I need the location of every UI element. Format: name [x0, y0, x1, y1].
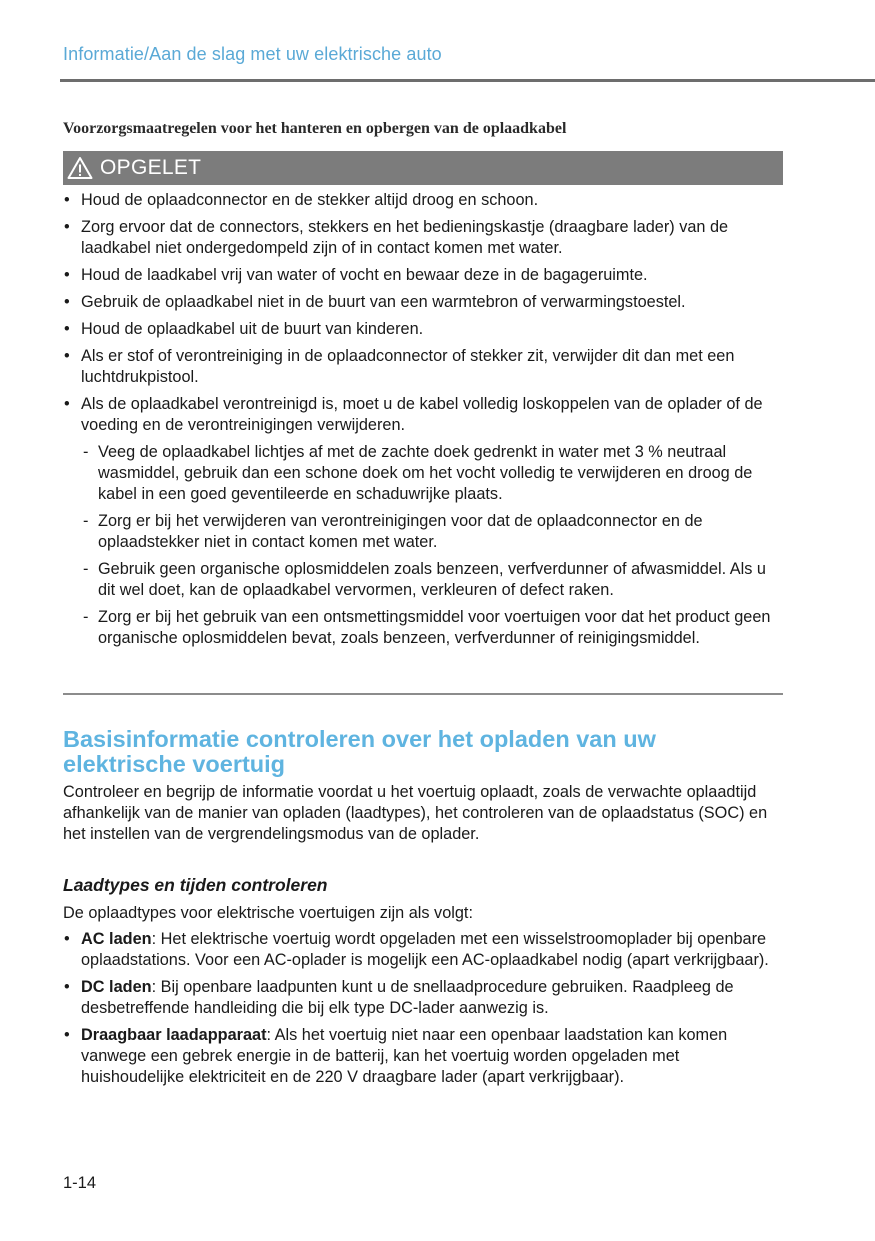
charging-type-term: AC laden: [81, 930, 152, 948]
charging-type-item: [63, 929, 785, 971]
bullet-icon: •: [64, 347, 70, 365]
section-title: Basisinformatie controleren over het opladen van uw elektrische voertuig: [63, 726, 656, 777]
caution-item: [63, 190, 785, 211]
charging-type-description: : Het elektrische voertuig wordt opgeladen met een wisselstroomoplader bij openbare oplaadstations. Voor een AC-oplader is mogelijk een AC-oplaadkabel nodig (apart verkrijgbaar).: [81, 930, 769, 969]
bullet-icon: •: [64, 293, 70, 311]
bullet-icon: •: [64, 395, 70, 413]
caution-label: OPGELET: [100, 156, 202, 179]
bullet-icon: •: [64, 978, 70, 996]
caution-item: [63, 319, 785, 340]
dash-icon: -: [83, 512, 89, 530]
dash-icon: -: [83, 608, 89, 626]
charging-type-item: [63, 977, 785, 1019]
caution-subitem: [81, 607, 785, 649]
bullet-icon: •: [64, 218, 70, 236]
charging-type-description: : Als het voertuig niet naar een openbaar laadstation kan komen vanwege een gebrek energie in de batterij, kan het voertuig worden opgeladen met huishoudelijke elektriciteit en de 220 V draagbare lader (apart verkrijgbaar).: [81, 1026, 728, 1086]
caution-subitem-text: Gebruik geen organische oplosmiddelen zoals benzeen, verfverdunner of afwasmiddel. Als u dit wel doet, kan de oplaadkabel vervormen, verkleuren of defect raken.: [98, 560, 766, 599]
caution-list: [63, 190, 785, 655]
caution-end-rule: [63, 693, 783, 695]
subsection-title: Voorzorgsmaatregelen voor het hanteren en opbergen van de oplaadkabel: [63, 120, 567, 137]
caution-item-text: Houd de laadkabel vrij van water of vocht en bewaar deze in de bagageruimte.: [81, 266, 648, 284]
bullet-icon: •: [64, 266, 70, 284]
caution-subitem-text: Zorg er bij het verwijderen van verontreinigingen voor dat de oplaadconnector en de oplaadstekker niet in contact komen met water.: [98, 512, 703, 551]
bullet-icon: •: [64, 320, 70, 338]
header-rule: [60, 79, 875, 82]
charging-type-description: : Bij openbare laadpunten kunt u de snellaadprocedure gebruiken. Raadpleeg de desbetreffende handleiding die bij elk type DC-lader aanwezig is.: [81, 978, 734, 1017]
caution-item: [63, 394, 785, 649]
caution-banner: [63, 151, 783, 185]
sub-section-title: Laadtypes en tijden controleren: [63, 875, 328, 895]
charging-type-term: Draagbaar laadapparaat: [81, 1026, 267, 1044]
caution-item-text: Als er stof of verontreiniging in de oplaadconnector of stekker zit, verwijder dit dan met een luchtdrukpistool.: [81, 347, 735, 386]
caution-item-text: Gebruik de oplaadkabel niet in de buurt van een warmtebron of verwarmingstoestel.: [81, 293, 686, 311]
sub-section-intro: De oplaadtypes voor elektrische voertuigen zijn als volgt:: [63, 904, 473, 922]
charging-type-item: [63, 1025, 785, 1088]
dash-icon: -: [83, 443, 89, 461]
dash-icon: -: [83, 560, 89, 578]
bullet-icon: •: [64, 1026, 70, 1044]
caution-subitem-text: Veeg de oplaadkabel lichtjes af met de zachte doek gedrenkt in water met 3 % neutraal wasmiddel, gebruik dan een schone doek om het vocht volledig te verwijderen en droog de kabel in een goed geventileerde en schaduwrijke plaats.: [98, 443, 753, 503]
page-number: 1-14: [63, 1174, 97, 1192]
caution-item: [63, 292, 785, 313]
caution-item-text: Zorg ervoor dat de connectors, stekkers en het bedieningskastje (draagbare lader) van de laadkabel niet ondergedompeld zijn of in contact komen met water.: [81, 218, 729, 257]
caution-item: [63, 265, 785, 286]
bullet-icon: •: [64, 191, 70, 209]
caution-item: [63, 217, 785, 259]
charging-types-list: [63, 929, 785, 1094]
caution-item-text: Houd de oplaadkabel uit de buurt van kinderen.: [81, 320, 424, 338]
caution-item-text: Als de oplaadkabel verontreinigd is, moet u de kabel volledig loskoppelen van de oplader of de voeding en de verontreinigingen verwijderen.: [81, 395, 763, 434]
caution-subitem: [81, 511, 785, 553]
warning-triangle-icon: [67, 156, 93, 180]
caution-item-text: Houd de oplaadconnector en de stekker altijd droog en schoon.: [81, 191, 539, 209]
caution-subitem-text: Zorg er bij het gebruik van een ontsmettingsmiddel voor voertuigen voor dat het product geen organische oplosmiddelen bevat, zoals benzeen, verfverdunner of reinigingsmiddel.: [98, 608, 771, 647]
caution-item: [63, 346, 785, 388]
charging-type-term: DC laden: [81, 978, 152, 996]
running-head: Informatie/Aan de slag met uw elektrische auto: [63, 44, 442, 64]
section-intro: Controleer en begrijp de informatie voordat u het voertuig oplaadt, zoals de verwachte oplaadtijd afhankelijk van de manier van opladen (laadtypes), het controleren van de oplaadstatus (SOC) en het instellen van de vergrendelingsmodus van de oplader.: [63, 783, 768, 843]
caution-subitem: [81, 559, 785, 601]
caution-subitem: [81, 442, 785, 505]
bullet-icon: •: [64, 930, 70, 948]
